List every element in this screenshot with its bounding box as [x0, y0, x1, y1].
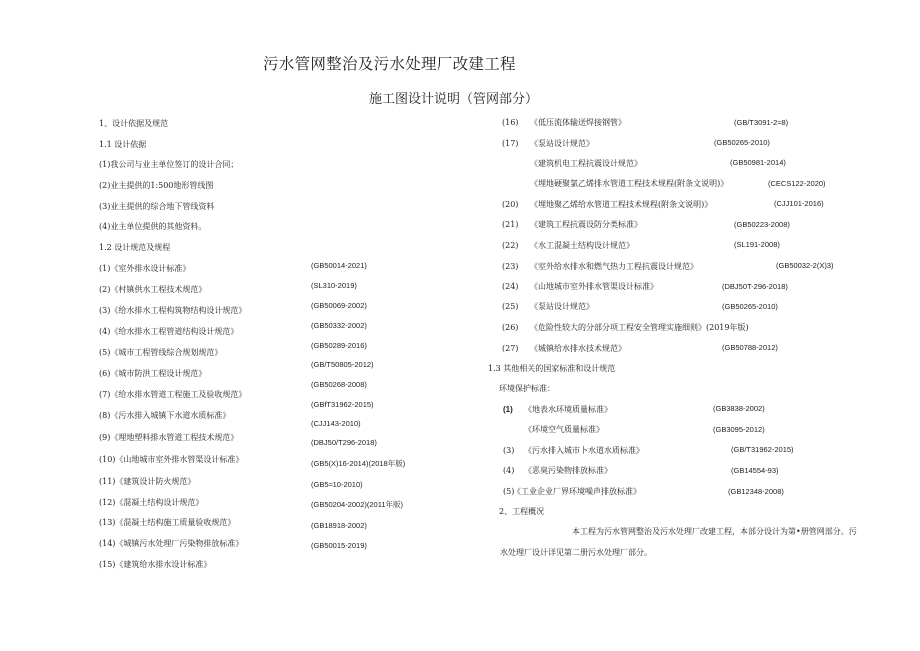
basis-item: (2)业主提供的1:500地形管线图 [99, 181, 214, 190]
standard-code: (GB18918-2002) [311, 521, 367, 530]
env-name: 《地表水环境质量标准》 [524, 405, 612, 414]
standard-name: 《危险性较大的分部分项工程安全管理实施细则》(2019年版) [530, 323, 749, 332]
env-code: (GB3838-2002) [713, 404, 765, 413]
standard-code: (GB50223-2008) [734, 220, 790, 229]
basis-item: (3)业主提供的综合地下管线资料 [99, 202, 215, 211]
document-subtitle: 施工图设计说明（管网部分） [369, 92, 539, 107]
env-number: (5) [503, 487, 515, 496]
standard-name: (7)《给水排水管道工程施工及验收规范》 [99, 390, 247, 399]
env-name: 《污水排入城市卜水道水质标准》 [524, 446, 644, 455]
basis-item: (4)业主单位提供的其他资料。 [99, 222, 207, 231]
standard-code: (GB50265-2010) [722, 302, 778, 311]
standard-name: (9)《埋地塑料排水管道工程技术规范》 [99, 433, 239, 442]
standard-name: (3)《给水排水工程构筑物结构设计规范》 [99, 306, 247, 315]
standard-code: (CJJ101-2016) [774, 199, 824, 208]
standard-name: 《建筑机电工程抗震设计规范》 [530, 159, 642, 168]
standard-name: 《山地城市室外排水管渠设计标准》 [530, 282, 658, 291]
standard-number: (17) [502, 139, 519, 148]
standard-code: (GB50204-2002)(2011年版) [311, 500, 403, 509]
standard-name: (13)《混凝土结构施工质量验收规范》 [99, 518, 236, 527]
env-number: (4) [503, 466, 515, 475]
standard-name: (6)《城市防洪工程设计规范》 [99, 369, 207, 378]
standard-code: (GB/T50805-2012) [311, 360, 374, 369]
standard-number: (27) [502, 344, 519, 353]
standard-code: (GB/T3091-2≈8) [734, 118, 789, 127]
standard-code: (GB50981-2014) [730, 158, 786, 167]
standard-name: 《城镇给水排水技术规范》 [530, 344, 626, 353]
standard-name: (15)《建筑给水排水设计标准》 [99, 560, 212, 569]
env-number: (3) [503, 446, 515, 455]
env-standards-heading: 环境保护标准： [499, 384, 555, 393]
standard-code: (GB5≈10-2010) [311, 480, 363, 489]
subsection-1-2-heading: 1.2 设计规范及规程 [99, 243, 171, 252]
standard-code: (GB50069-2002) [311, 301, 367, 310]
standard-number: (23) [502, 262, 519, 271]
basis-item: (1)我公司与业主单位签订的设计合同； [99, 160, 239, 169]
section-1-heading: 1、设计依据及规范 [99, 119, 169, 128]
env-number: (1) [503, 405, 513, 414]
standard-name: 《埋地硬聚氯乙烯排水管道工程技术规程(附条文说明)》 [530, 179, 729, 188]
standard-number: (26) [502, 323, 519, 332]
standard-name: (5)《城市工程管线综合规划规范》 [99, 348, 223, 357]
standard-number: (21) [502, 220, 519, 229]
env-code: (GB3095-2012) [713, 425, 765, 434]
standard-code: (GB50014-2021) [311, 261, 367, 270]
standard-name: 《水工混凝土结构设计规范》 [530, 241, 634, 250]
standard-name: 《建筑工程抗震设防分类标准》 [530, 220, 642, 229]
standard-code: (SL310-2019) [311, 281, 357, 290]
env-name: 《环境空气质量标准》 [524, 425, 604, 434]
standard-code: (GB50032-2(X)3) [776, 261, 834, 270]
standard-number: (25) [502, 302, 519, 311]
document-title: 污水管网整治及污水处理厂改建工程 [263, 55, 516, 73]
standard-number: (20) [502, 200, 519, 209]
standard-code: (GB50788-2012) [722, 343, 778, 352]
standard-number: (24) [502, 282, 519, 291]
standard-code: (GB50268-2008) [311, 380, 367, 389]
standard-code: (DBJ50T-296-2018) [722, 282, 788, 291]
standard-code: (GBfT31962-2015) [311, 400, 374, 409]
standard-code: (GB50015-2019) [311, 541, 367, 550]
subsection-1-3-heading: 1.3 其他相关的国家标准和设计规范 [488, 364, 616, 373]
env-name: 《恶臭污染物排放标准》 [524, 466, 612, 475]
standard-code: (CJJ143-2010) [311, 419, 361, 428]
standard-number: (16) [502, 118, 519, 127]
standard-number: (22) [502, 241, 519, 250]
standard-name: (8)《污水排入城镇下水道水质标准》 [99, 411, 231, 420]
standard-code: (GB5(X)16-2014)(2018年版) [311, 459, 406, 468]
standard-name: (10)《山地城市室外排水管渠设计标准》 [99, 455, 244, 464]
standard-name: 《埋地聚乙烯给水管道工程技术规程(附条文说明)》 [530, 200, 713, 209]
standard-code: (CECS122-2020) [768, 179, 826, 188]
standard-code: (DBJ50/T296-2018) [311, 438, 377, 447]
standard-code: (SL191-2008) [734, 240, 780, 249]
overview-paragraph-line: 水处理厂设计详见第二册污水处理厂部分。 [500, 548, 652, 557]
standard-code: (GB50265-2010) [714, 138, 770, 147]
standard-code: (GB50289-2016) [311, 341, 367, 350]
subsection-1-1-heading: 1.1 设计依据 [99, 140, 147, 149]
overview-paragraph-line: 本工程为污水管网整治及污水处理厂改建工程，本部分设计为第•册管网部分。污 [572, 527, 857, 536]
env-name: 《工业企业厂界环境噪声排放标准》 [513, 487, 641, 496]
env-code: (GB/T31962-2015) [731, 445, 794, 454]
standard-name: (4)《给水排水工程管道结构设计规范》 [99, 327, 239, 336]
standard-name: 《室外给水排水和燃气热力工程抗震设计规范》 [530, 262, 698, 271]
env-code: (GB14554-93) [731, 466, 779, 475]
standard-name: 《泵站设计规范》 [530, 139, 594, 148]
standard-name: (12)《混凝土结构设计规范》 [99, 498, 204, 507]
standard-name: (11)《建筑设计防火规范》 [99, 477, 196, 486]
standard-name: (14)《城镇污水处理厂污染物排放标准》 [99, 539, 244, 548]
standard-name: 《低压流体输送焊接钢管》 [530, 118, 626, 127]
env-code: (GB12348-2008) [728, 487, 784, 496]
section-2-heading: 2、工程概况 [499, 507, 545, 516]
standard-code: (GB50332-2002) [311, 321, 367, 330]
standard-name: (1)《室外排水设计标准》 [99, 264, 191, 273]
standard-name: 《泵站设计规范》 [530, 302, 594, 311]
standard-name: (2)《村镇供水工程技术规范》 [99, 285, 207, 294]
